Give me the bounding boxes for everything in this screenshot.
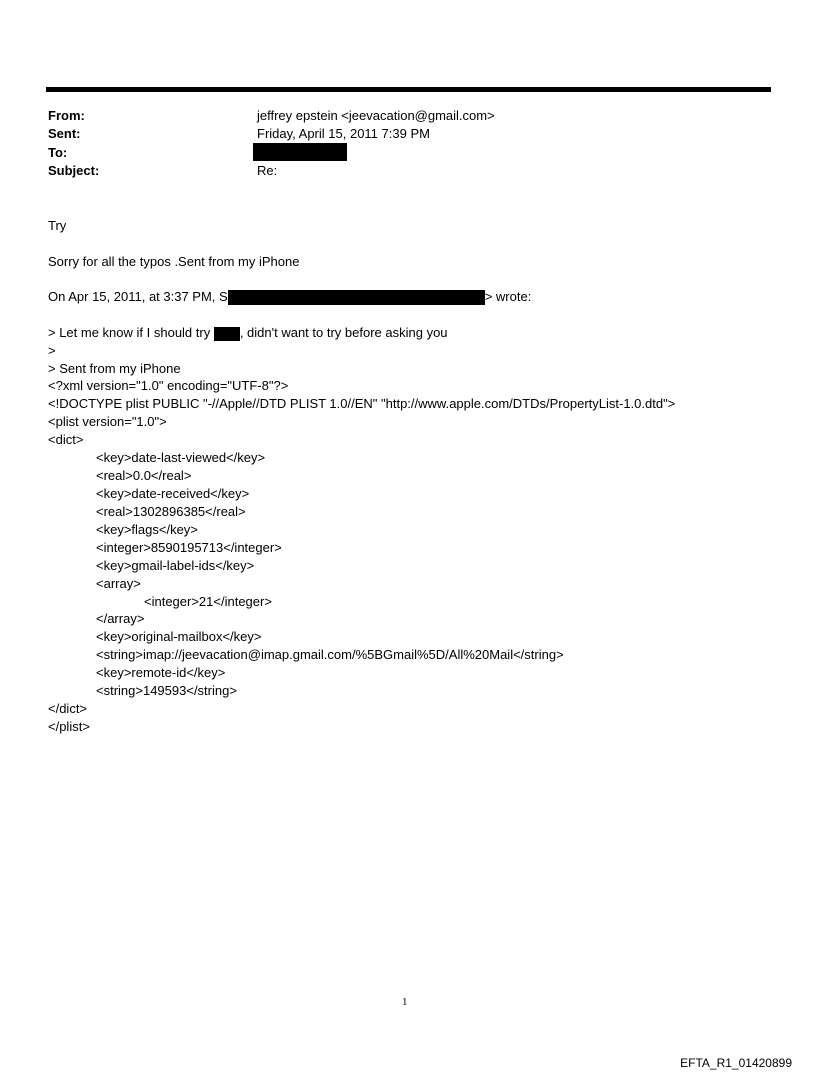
xml-declaration: <?xml version="1.0" encoding="UTF-8"?>	[48, 378, 289, 393]
on-prefix: On Apr 15, 2011, at 3:37 PM, S	[48, 289, 228, 304]
plist-key-line: <key>flags</key>	[96, 522, 198, 537]
xml-doctype: <!DOCTYPE plist PUBLIC "-//Apple//DTD PLIST 1.0//EN" "http://www.apple.com/DTDs/PropertyList-1.0.dtd">	[48, 396, 676, 411]
sent-label: Sent:	[48, 126, 81, 141]
body-on-line	[48, 288, 531, 305]
to-redaction	[253, 143, 347, 161]
subject-value: Re:	[257, 163, 278, 178]
plist-value-line: <real>1302896385</real>	[96, 504, 246, 519]
from-label: From:	[48, 108, 85, 123]
subject-label: Subject:	[48, 163, 100, 178]
plist-key-line: <key>original-mailbox</key>	[96, 629, 262, 644]
page-number: 1	[402, 996, 408, 1008]
top-rule	[46, 87, 771, 92]
plist-key-line: <key>date-last-viewed</key>	[96, 450, 266, 465]
plist-value-line: <integer>8590195713</integer>	[96, 540, 282, 555]
plist-open: <plist version="1.0">	[48, 414, 167, 429]
quote1-prefix: > Let me know if I should try	[48, 325, 214, 340]
dict-open: <dict>	[48, 432, 84, 447]
plist-close: </plist>	[48, 719, 90, 734]
quote-line-2: >	[48, 343, 56, 358]
quote1-suffix: , didn't want to try before asking you	[239, 325, 448, 340]
plist-key-line: <key>date-received</key>	[96, 486, 250, 501]
body-sorry: Sorry for all the typos .Sent from my iPhone	[48, 254, 300, 269]
plist-value-line: <string>149593</string>	[96, 683, 237, 698]
plist-value-line: <real>0.0</real>	[96, 468, 192, 483]
quote-line-1	[48, 324, 448, 341]
on-suffix: > wrote:	[484, 289, 532, 304]
quote-redaction	[214, 327, 240, 341]
plist-key-line: <key>remote-id</key>	[96, 665, 226, 680]
array-close: </array>	[96, 611, 145, 626]
quote-line-3: > Sent from my iPhone	[48, 361, 181, 376]
dict-close: </dict>	[48, 701, 88, 716]
plist-value-line: <string>imap://jeevacation@imap.gmail.com/%5BGmail%5D/All%20Mail</string>	[96, 647, 564, 662]
array-item: <integer>21</integer>	[144, 594, 272, 609]
sender-redaction	[228, 290, 485, 305]
plist-key-line: <key>gmail-label-ids</key>	[96, 558, 255, 573]
from-value: jeffrey epstein <jeevacation@gmail.com>	[257, 108, 495, 123]
body-try: Try	[48, 218, 67, 233]
array-open: <array>	[96, 576, 141, 591]
to-label: To:	[48, 145, 68, 160]
document-id: EFTA_R1_01420899	[680, 1056, 792, 1070]
sent-value: Friday, April 15, 2011 7:39 PM	[257, 126, 430, 141]
